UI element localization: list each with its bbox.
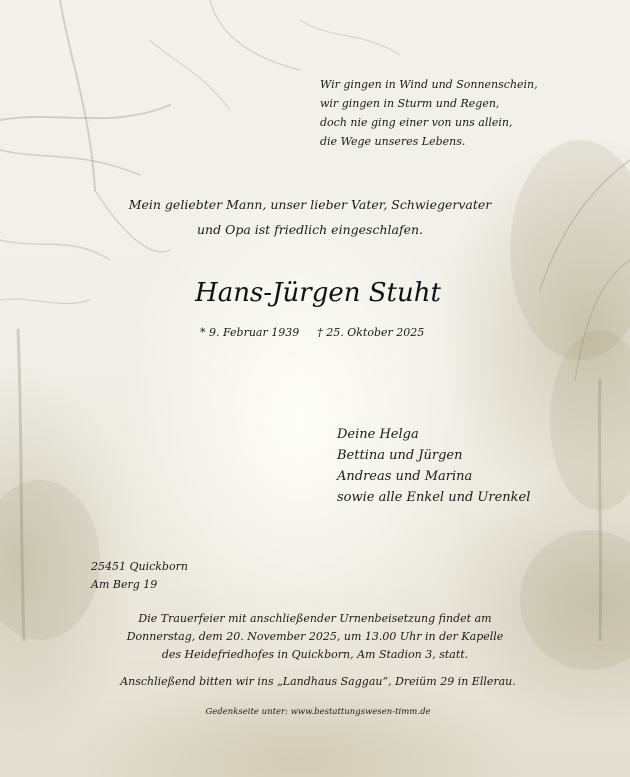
address: [91, 558, 188, 594]
poem-line: die Wege unseres Lebens.: [320, 135, 466, 148]
poem-line: doch nie ging einer von uns allein,: [320, 116, 513, 129]
address-line: 25451 Quickborn: [91, 560, 188, 573]
mourners-list: [337, 424, 530, 508]
mourner: Deine Helga: [337, 427, 419, 442]
funeral-service-info: [0, 610, 630, 664]
service-line: Die Trauerfeier mit anschließender Urnenbeisetzung findet am: [138, 612, 492, 625]
address-line: Am Berg 19: [91, 578, 158, 591]
mourner: Andreas und Marina: [337, 469, 473, 484]
poem-line: Wir gingen in Wind und Sonnenschein,: [320, 78, 538, 91]
service-line: des Heidefriedhofes in Quickborn, Am Stadion 3, statt.: [161, 648, 469, 661]
mourner: sowie alle Enkel und Urenkel: [337, 490, 531, 505]
poem-line: wir gingen in Sturm und Regen,: [320, 97, 500, 110]
memorial-website: Gedenkseite unter: www.bestattungswesen-timm.de: [205, 707, 431, 717]
intro-line: und Opa ist friedlich eingeschlafen.: [197, 222, 423, 237]
life-dates: [200, 326, 424, 339]
poem: [320, 75, 538, 151]
birth-date: * 9. Februar 1939: [200, 326, 300, 339]
reception-info: Anschließend bitten wir ins „Landhaus Saggau“, Dreiüm 29 in Ellerau.: [120, 675, 516, 688]
death-date: † 25. Oktober 2025: [317, 326, 425, 339]
intro-line: Mein geliebter Mann, unser lieber Vater, Schwiegervater: [128, 197, 492, 212]
mourner: Bettina und Jürgen: [337, 448, 463, 463]
service-line: Donnerstag, dem 20. November 2025, um 13.00 Uhr in der Kapelle: [126, 630, 504, 643]
intro-text: [0, 192, 620, 242]
deceased-name: Hans-Jürgen Stuht: [195, 278, 441, 308]
